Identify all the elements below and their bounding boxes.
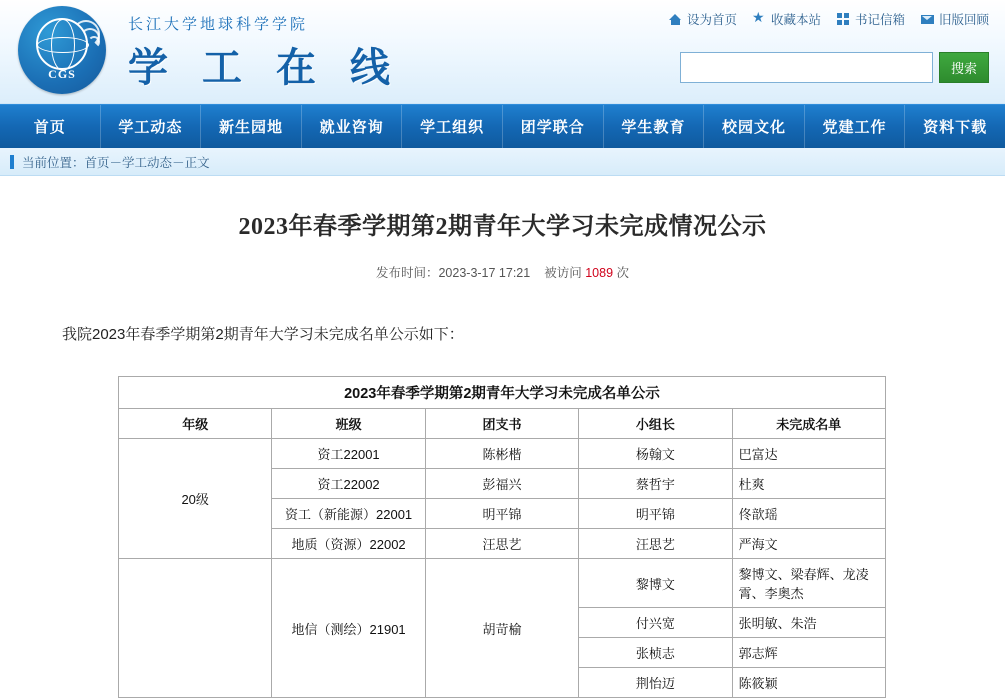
visits-unit: 次 xyxy=(616,266,630,280)
toplink-secretary-mailbox[interactable] xyxy=(837,10,905,28)
cell-unfinished-names: 黎博文、梁春辉、龙凌霄、李奥杰 xyxy=(732,559,885,608)
cell-unfinished-names: 郭志辉 xyxy=(732,638,885,668)
cell-secretary: 明平锦 xyxy=(425,499,578,529)
cell-unfinished-names: 严海文 xyxy=(732,529,885,559)
top-links xyxy=(669,10,989,28)
cell-group-leader: 杨翰文 xyxy=(579,439,732,469)
site-brand[interactable] xyxy=(18,6,402,94)
toplink-old-version[interactable] xyxy=(921,10,989,28)
cell-unfinished-names: 陈筱颖 xyxy=(732,668,885,698)
column-header-group-leader: 小组长 xyxy=(579,409,732,439)
page-title: 2023年春季学期第2期青年大学习未完成情况公示 xyxy=(238,214,767,240)
breadcrumb-marker-icon xyxy=(10,155,14,169)
site-header xyxy=(0,0,1005,104)
nav-item-campus-culture[interactable]: 校园文化 xyxy=(704,105,805,148)
school-logo-icon xyxy=(18,6,106,94)
search-input[interactable] xyxy=(680,52,933,83)
nav-item-organization[interactable]: 学工组织 xyxy=(402,105,503,148)
toplink-label: 收藏本站 xyxy=(770,13,821,27)
column-header-secretary: 团支书 xyxy=(425,409,578,439)
breadcrumb-item-home[interactable]: 首页 xyxy=(84,155,110,170)
table-row xyxy=(119,439,886,469)
publish-label: 发布时间： xyxy=(375,266,439,280)
column-header-class: 班级 xyxy=(272,409,425,439)
publish-time: 2023-3-17 17:21 xyxy=(438,266,531,280)
nav-item-downloads[interactable]: 资料下载 xyxy=(923,120,988,136)
toplink-bookmark[interactable] xyxy=(753,10,821,28)
cell-secretary: 汪思艺 xyxy=(425,529,578,559)
arc-icon xyxy=(66,14,100,48)
cell-group-leader: 付兴宽 xyxy=(579,608,732,638)
article-intro: 我院2023年春季学期第2期青年大学习未完成名单公示如下： xyxy=(62,326,464,343)
grid-icon xyxy=(837,13,850,26)
cell-class: 资工（新能源）22001 xyxy=(272,499,425,529)
table-wrapper xyxy=(22,344,983,698)
cell-group-leader: 蔡哲宇 xyxy=(579,469,732,499)
cell-unfinished-names: 佟歆瑶 xyxy=(732,499,885,529)
cell-secretary: 胡苛榆 xyxy=(425,559,578,698)
breadcrumb-prefix: 当前位置： xyxy=(22,155,85,170)
article-body xyxy=(0,176,1005,698)
search-button[interactable]: 搜索 xyxy=(939,52,989,83)
nav-item-home[interactable]: 首页 xyxy=(0,105,101,148)
logo-text: CGS xyxy=(48,67,76,81)
toplink-label: 设为首页 xyxy=(686,13,737,27)
nav-item-student-education[interactable]: 学生教育 xyxy=(604,105,705,148)
breadcrumb-item-article: 正文 xyxy=(184,155,210,170)
home-icon xyxy=(669,13,682,26)
nav-item-freshman[interactable]: 新生园地 xyxy=(201,105,302,148)
cell-group-leader: 汪思艺 xyxy=(579,529,732,559)
main-nav xyxy=(0,104,1005,148)
table-caption-row xyxy=(119,377,886,409)
site-title-block xyxy=(128,7,402,93)
breadcrumb-item-student-news[interactable]: 学工动态 xyxy=(122,155,173,170)
article-meta xyxy=(22,241,983,281)
table-caption: 2023年春季学期第2期青年大学习未完成名单公示 xyxy=(119,377,886,409)
table-row xyxy=(119,559,886,608)
mail-icon xyxy=(921,13,934,26)
cell-unfinished-names: 巴富达 xyxy=(732,439,885,469)
site-title: 学 工 在 线 xyxy=(128,45,402,90)
cell-class: 资工22002 xyxy=(272,469,425,499)
cell-unfinished-names: 张明敏、朱浩 xyxy=(732,608,885,638)
cell-class: 地质（资源）22002 xyxy=(272,529,425,559)
unfinished-list-table xyxy=(118,376,886,698)
nav-item-student-news[interactable]: 学工动态 xyxy=(101,105,202,148)
nav-item-league-union[interactable]: 团学联合 xyxy=(503,105,604,148)
visits-count: 1089 xyxy=(585,266,614,280)
cell-secretary: 陈彬楷 xyxy=(425,439,578,469)
org-name: 长江大学地球科学学院 xyxy=(128,17,309,33)
nav-item-employment[interactable]: 就业咨询 xyxy=(302,105,403,148)
cell-class: 资工22001 xyxy=(272,439,425,469)
breadcrumb-separator: － xyxy=(109,155,123,170)
cell-grade: 20级 xyxy=(119,439,272,559)
cell-grade xyxy=(119,559,272,698)
column-header-grade: 年级 xyxy=(119,409,272,439)
cell-group-leader: 张桢志 xyxy=(579,638,732,668)
column-header-unfinished-names: 未完成名单 xyxy=(732,409,885,439)
toplink-set-homepage[interactable] xyxy=(669,10,737,28)
cell-unfinished-names: 杜爽 xyxy=(732,469,885,499)
cell-class: 地信（测绘）21901 xyxy=(272,559,425,698)
visits-label: 被访问 xyxy=(544,266,582,280)
toplink-label: 旧版回顾 xyxy=(938,13,989,27)
toplink-label: 书记信箱 xyxy=(854,13,905,27)
nav-item-party-work[interactable]: 党建工作 xyxy=(805,105,906,148)
search-bar xyxy=(680,52,989,83)
breadcrumb-separator: － xyxy=(172,155,185,170)
breadcrumb xyxy=(0,148,1005,176)
cell-group-leader: 黎博文 xyxy=(579,559,732,608)
table-header-row xyxy=(119,409,886,439)
star-icon xyxy=(753,13,766,26)
cell-secretary: 彭福兴 xyxy=(425,469,578,499)
cell-group-leader: 荆怡迈 xyxy=(579,668,732,698)
cell-group-leader: 明平锦 xyxy=(579,499,732,529)
